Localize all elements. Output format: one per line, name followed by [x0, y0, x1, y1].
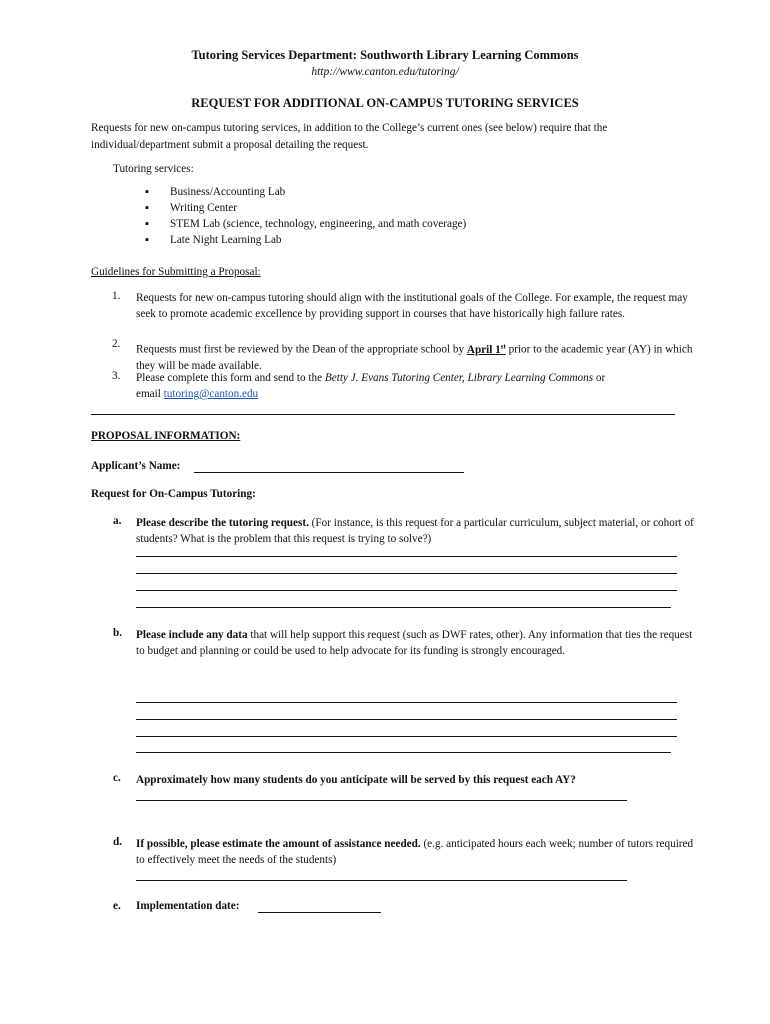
implementation-date-label: Implementation date: — [136, 900, 240, 912]
guideline-1: Requests for new on-campus tutoring should align with the institutional goals of the College. For example, the request may seek to promote academic excellence by providing support in courses that have historically high failure rates. — [136, 292, 688, 320]
service-item: STEM Lab (science, technology, engineering, and math coverage) — [170, 218, 467, 230]
guideline-number: 1. — [112, 290, 121, 302]
question-letter: b. — [113, 627, 123, 639]
answer-line[interactable] — [136, 736, 677, 737]
answer-line[interactable] — [136, 556, 677, 557]
question-c: Approximately how many students do you anticipate will be served by this request each AY? — [136, 774, 576, 786]
request-label: Request for On-Campus Tutoring: — [91, 488, 256, 500]
services-label: Tutoring services: — [113, 163, 194, 175]
question-letter: d. — [113, 836, 123, 848]
email-link[interactable]: tutoring@canton.edu — [163, 388, 259, 400]
question-letter: c. — [113, 772, 121, 784]
bullet-icon: ▪ — [145, 218, 149, 230]
question-letter: a. — [113, 515, 122, 527]
answer-line[interactable] — [136, 800, 627, 801]
service-item: Late Night Learning Lab — [170, 234, 282, 246]
intro-line-1: Requests for new on-campus tutoring services, in addition to the College’s current ones (see below) require that the — [91, 122, 608, 134]
bullet-icon: ▪ — [145, 234, 149, 246]
section-divider — [91, 414, 675, 415]
question-letter: e. — [113, 900, 121, 912]
intro-line-2: individual/department submit a proposal detailing the request. — [91, 139, 369, 151]
deadline-date: April 1st — [466, 342, 506, 356]
guidelines-heading: Guidelines for Submitting a Proposal: — [91, 266, 261, 278]
service-item: Business/Accounting Lab — [170, 186, 286, 198]
guideline-3: Please complete this form and send to the Betty J. Evans Tutoring Center, Library Learning Commons or email tutoring@canton.edu — [136, 372, 606, 400]
department-title: Tutoring Services Department: Southworth Library Learning Commons — [191, 48, 579, 62]
answer-line[interactable] — [136, 702, 677, 703]
answer-line[interactable] — [136, 590, 677, 591]
guideline-2: Requests must first be reviewed by the Dean of the appropriate school by April 1st prior to the academic year (AY) in which they will be made available. — [136, 342, 693, 372]
bullet-icon: ▪ — [145, 202, 149, 214]
department-url[interactable]: http://www.canton.edu/tutoring/ — [311, 66, 459, 78]
form-title: REQUEST FOR ADDITIONAL ON-CAMPUS TUTORING SERVICES — [191, 96, 579, 110]
implementation-date-field[interactable] — [258, 912, 381, 913]
guideline-number: 3. — [112, 370, 121, 382]
answer-line[interactable] — [136, 880, 627, 881]
question-a: Please describe the tutoring request. (For instance, is this request for a particular curriculum, subject material, or cohort of students? What is the problem that this request is trying to solve?) — [136, 517, 694, 545]
applicant-name-field[interactable] — [194, 472, 464, 473]
question-d: If possible, please estimate the amount of assistance needed. (e.g. anticipated hours each week; number of tutors required to effectively meet the needs of the students) — [136, 838, 694, 866]
guideline-number: 2. — [112, 338, 121, 350]
bullet-icon: ▪ — [145, 186, 149, 198]
service-item: Writing Center — [170, 202, 237, 214]
proposal-heading: PROPOSAL INFORMATION: — [91, 430, 241, 442]
answer-line[interactable] — [136, 573, 677, 574]
applicant-name-label: Applicant’s Name: — [91, 460, 181, 472]
question-b: Please include any data that will help support this request (such as DWF rates, other). Any information that ties the request to budget and planning or could be used to help advocate for its funding is strongly encouraged. — [136, 629, 693, 657]
answer-line[interactable] — [136, 719, 677, 720]
answer-line[interactable] — [136, 607, 671, 608]
answer-line[interactable] — [136, 752, 671, 753]
